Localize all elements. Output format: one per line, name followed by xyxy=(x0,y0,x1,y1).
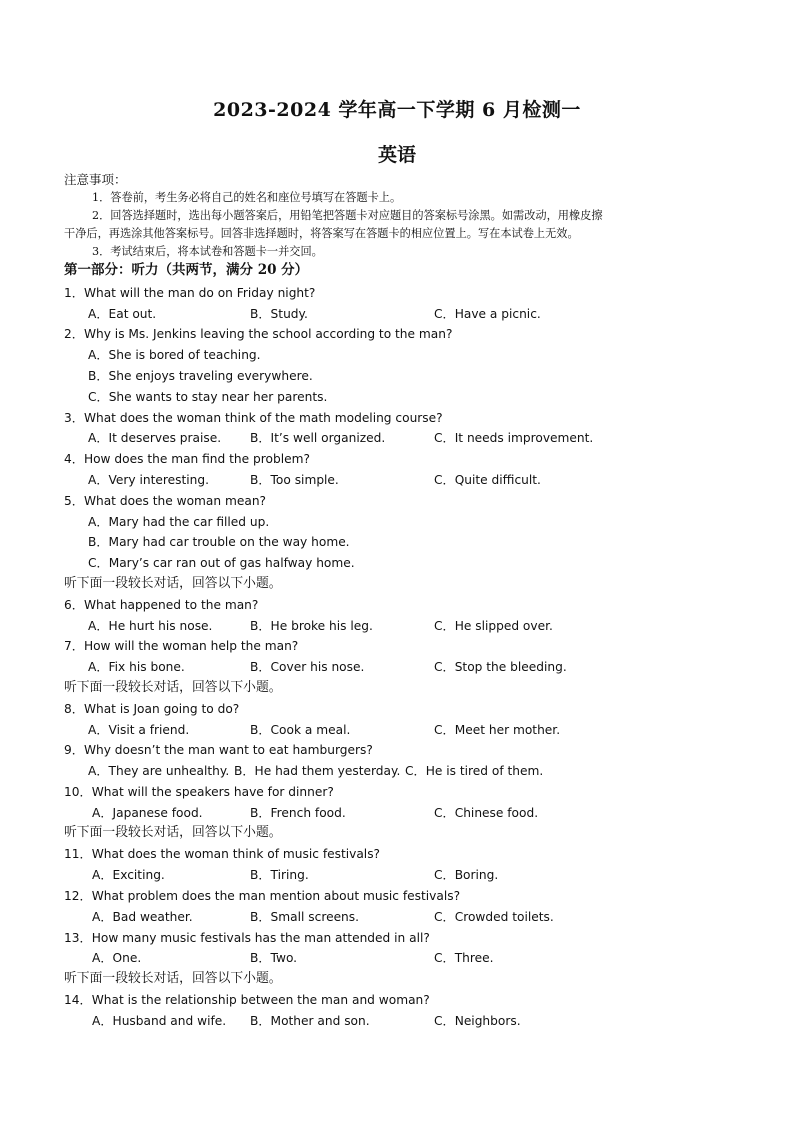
option-c: C．He slipped over. xyxy=(434,619,553,633)
question-stem: 12．What problem does the man mention about music festivals? xyxy=(64,889,461,903)
note-item: 干净后，再选涂其他答案标号。回答非选择题时，将答案写在答题卡的相应位置上。写在本试卷上无效。 xyxy=(64,227,579,240)
section-instruction: 听下面一段较长对话，回答以下小题。 xyxy=(64,576,282,591)
option-a: A．Mary had the car filled up. xyxy=(88,515,270,529)
exam-title: 2023-2024 学年高一下学期 6 月检测一 xyxy=(213,99,581,121)
option-c: C．Quite difficult. xyxy=(434,473,541,487)
option-a: A．Eat out. xyxy=(88,307,157,321)
question-stem: 10．What will the speakers have for dinner? xyxy=(64,785,334,799)
option-c: C．Neighbors. xyxy=(434,1014,521,1028)
option-b: B．Tiring. xyxy=(250,868,309,882)
question-stem: 7．How will the woman help the man? xyxy=(64,639,299,653)
option-a: A．They are unhealthy. xyxy=(88,764,230,778)
question-stem: 3．What does the woman think of the math modeling course? xyxy=(64,411,443,425)
note-item: 2．回答选择题时，选出每小题答案后，用铅笔把答题卡对应题目的答案标号涂黑。如需改动，用橡皮擦 xyxy=(92,209,603,222)
option-b: B．Mary had car trouble on the way home. xyxy=(88,535,350,549)
option-b: B．Too simple. xyxy=(250,473,339,487)
notes-heading: 注意事项： xyxy=(64,172,127,187)
option-b: B．It’s well organized. xyxy=(250,431,386,445)
option-a: A．Visit a friend. xyxy=(88,723,190,737)
question-stem: 11．What does the woman think of music festivals? xyxy=(64,847,381,861)
option-c: C．Meet her mother. xyxy=(434,723,561,737)
section-instruction: 听下面一段较长对话，回答以下小题。 xyxy=(64,971,282,986)
option-b: B．He had them yesterday. xyxy=(234,764,401,778)
option-b: B．Small screens. xyxy=(250,910,360,924)
option-a: A．Exciting. xyxy=(92,868,165,882)
option-c: C．Chinese food. xyxy=(434,806,539,820)
option-c: C．Crowded toilets. xyxy=(434,910,554,924)
question-stem: 8．What is Joan going to do? xyxy=(64,702,240,716)
option-c: C．Mary’s car ran out of gas halfway home. xyxy=(88,556,355,570)
question-stem: 13．How many music festivals has the man attended in all? xyxy=(64,931,430,945)
section-instruction: 听下面一段较长对话，回答以下小题。 xyxy=(64,680,282,695)
option-a: A．Fix his bone. xyxy=(88,660,185,674)
option-b: B．Mother and son. xyxy=(250,1014,370,1028)
question-stem: 4．How does the man find the problem? xyxy=(64,452,310,466)
option-a: A．He hurt his nose. xyxy=(88,619,213,633)
option-b: B．He broke his leg. xyxy=(250,619,373,633)
part-heading: 第一部分：听力（共两节，满分 20 分） xyxy=(64,262,309,278)
option-c: C．Stop the bleeding. xyxy=(434,660,567,674)
option-c: C．Three. xyxy=(434,951,494,965)
option-a: A．Husband and wife. xyxy=(92,1014,227,1028)
option-a: A．Japanese food. xyxy=(92,806,203,820)
option-c: C．Boring. xyxy=(434,868,499,882)
question-stem: 14．What is the relationship between the man and woman? xyxy=(64,993,430,1007)
question-stem: 9．Why doesn’t the man want to eat hamburgers? xyxy=(64,743,373,757)
subject-title: 英语 xyxy=(377,144,416,166)
option-b: B．Two. xyxy=(250,951,298,965)
option-c: C．Have a picnic. xyxy=(434,307,541,321)
option-a: A．One. xyxy=(92,951,142,965)
section-instruction: 听下面一段较长对话，回答以下小题。 xyxy=(64,825,282,840)
option-c: C．He is tired of them. xyxy=(405,764,544,778)
option-b: B．Study. xyxy=(250,307,308,321)
option-a: A．She is bored of teaching. xyxy=(88,348,261,362)
option-a: A．Very interesting. xyxy=(88,473,209,487)
question-stem: 1．What will the man do on Friday night? xyxy=(64,286,316,300)
option-b: B．Cook a meal. xyxy=(250,723,351,737)
question-stem: 5．What does the woman mean? xyxy=(64,494,267,508)
option-c: C．She wants to stay near her parents. xyxy=(88,390,328,404)
option-c: C．It needs improvement. xyxy=(434,431,594,445)
option-b: B．Cover his nose. xyxy=(250,660,365,674)
option-a: A．It deserves praise. xyxy=(88,431,222,445)
question-stem: 6．What happened to the man? xyxy=(64,598,259,612)
option-a: A．Bad weather. xyxy=(92,910,193,924)
note-item: 3．考试结束后，将本试卷和答题卡一并交回。 xyxy=(92,245,323,258)
question-stem: 2．Why is Ms. Jenkins leaving the school according to the man? xyxy=(64,327,453,341)
option-b: B．She enjoys traveling everywhere. xyxy=(88,369,313,383)
note-item: 1．答卷前，考生务必将自己的姓名和座位号填写在答题卡上。 xyxy=(92,191,402,204)
option-b: B．French food. xyxy=(250,806,346,820)
